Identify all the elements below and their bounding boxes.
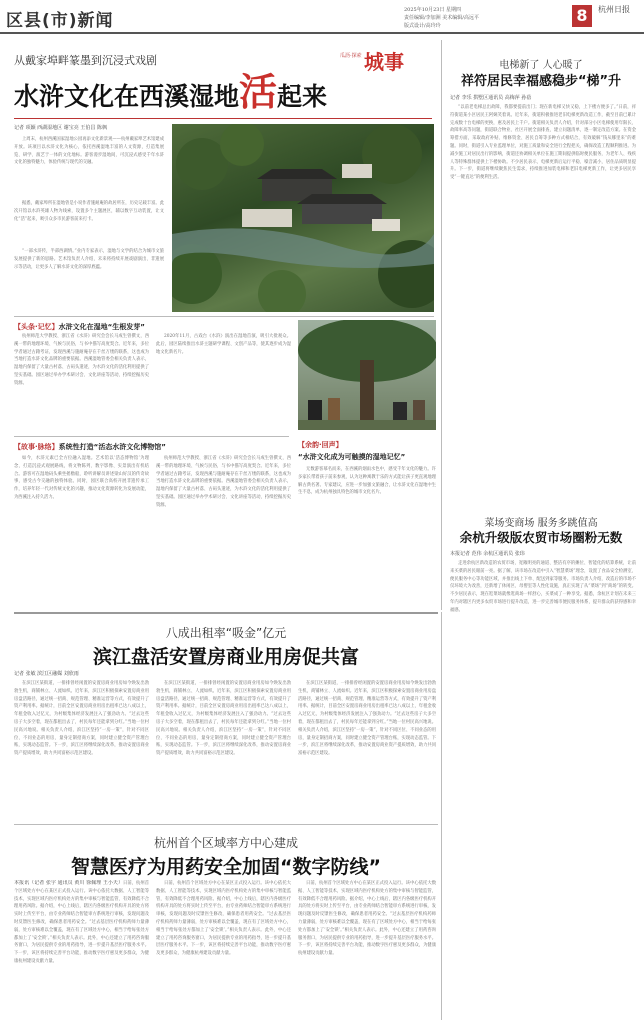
aerial-photo xyxy=(172,124,434,312)
lead-p2: 据悉，戴家埠所在湿地曾是小说作者施耐庵的故居所在，历史记载丰富。此次开馆以水浒英雄人物为线索，设置多个主题展区，辅以数字互动装置，让文化“活”起来，吸引众多市民游客前来打卡。 xyxy=(14,201,164,222)
tree-photo xyxy=(298,320,436,430)
s2-title: 系统性打造“活态水浒文化博物馆” xyxy=(58,443,166,451)
series-logo xyxy=(340,46,420,74)
right2-kicker: 菜场变商场 服务多跳值高 xyxy=(484,518,598,529)
s1-heading xyxy=(14,322,145,332)
lead-byline: 记者 项颖 西湖湿地区 谢宝亮 王伯昌 陈枫 xyxy=(14,125,107,131)
bottom-body-2: 日前，杭州首个区域处方中心在某区正式投入运行。该中心依托大数据、人工智能等技术，实现区域内医疗机构处方的集中审核与智能监管，有效降低不合理用药风险。据介绍，中心上线后，辖区内各级医疗机构开具的处方将实时上传至平台，由专业药师结合智能审方系统进行审核，发现问题及时反馈医生修改，确保患者用药安全。“过去基层医疗机构药师力量薄弱，处方审核难以全覆盖，现在有了区域处方中心，相当于给每张处方都加上了‘安全锁’。”相关负责人表示。此外，中心还建立了用药咨询服务窗口，为居民提供专业的用药指导，进一步提升基层医疗服务水平。下一步，该区将持续完善平台功能，推动数字医疗惠及更多群众，为健康杭州建设贡献力量。 xyxy=(156,881,291,957)
right-body: “以前老电梯总出故障，我都要提前出门；现在新电梯又快又稳，上下楼方便多了。”日前，祥符街道某小区居民王阿姨笑着说。近年来，街道积极推进老旧电梯更新改造工作，截至目前已累计完成数十台电梯的更换，惠及居民上千户。街道相关负责人介绍，针对部分小区电梯使用年限长、故障率高等问题，街道联合物业、社区开展全面排查，建立问题清单，逐一制定改造方案。在资金筹措方面，采取政府补贴、维修资金、居民自筹等多种方式相结合，有效破解“钱从哪里来”的难题。同时，街道引入专业监理单位，对施工质量和安全进行全程把关，确保改造工程顺利推进。为减少施工对居民出行的影响，街道还协调相关单位在施工期间提供临时便民服务，为老年人、残疾人等特殊群体提供上下楼协助。不少居民表示，电梯更新后运行平稳、噪音减小，居住品质明显提升。下一步，街道将继续聚焦民生需求，持续推进加装电梯和老旧电梯更新工作，让更多居民享受“一键直达”的便利生活。 xyxy=(450,105,636,181)
series-small: 瓜沥·探索 xyxy=(340,53,362,59)
right-kicker: 电梯新了 人心暖了 xyxy=(499,60,583,71)
bottom-title: 智慧医疗为用药安全加固“数字防线” xyxy=(71,856,381,878)
section-title: 区县(市)新闻 xyxy=(6,11,114,31)
s3-tag: 【余韵·回声】 xyxy=(298,441,343,449)
lead-title xyxy=(14,69,328,115)
s2-heading xyxy=(14,442,166,452)
s2-tag: 【故事·脉络】 xyxy=(14,443,59,451)
mid-body-1: 在滨江区某街道，一排排曾经闲置的安置房商业用房如今焕发出勃勃生机，商铺林立、人流如织。近年来，滨江区积极探索安置房商业用房盘活路径，通过统一招商、规范管理、精准运营等方式，有效提升了资产利用率。据统计，目前全区安置房商业用房出租率已达八成以上，年租金收入过亿元，为村级集体经济发展注入了强劲动力。“过去这些房子大多空着，现在都租出去了，村民每年还能拿到分红。”当地一位村民高兴地说。相关负责人介绍，滨江区坚持“一房一策”，针对不同区位、不同业态的用房，量身定制招商方案，同时建立健全资产管理台账，实现动态监管。下一步，滨江区将继续深化改革，推动安置房商业资产提质增效，助力共同富裕示范区建设。 xyxy=(14,681,149,757)
proof: 版式设计/高玲玲 xyxy=(404,23,441,29)
mid-body-3: 在滨江区某街道，一排排曾经闲置的安置房商业用房如今焕发出勃勃生机，商铺林立、人流如织。近年来，滨江区积极探索安置房商业用房盘活路径，通过统一招商、规范管理、精准运营等方式，有效提升了资产利用率。据统计，目前全区安置房商业用房出租率已达八成以上，年租金收入过亿元，为村级集体经济发展注入了强劲动力。“过去这些房子大多空着，现在都租出去了，村民每年还能拿到分红。”当地一位村民高兴地说。相关负责人介绍，滨江区坚持“一房一策”，针对不同区位、不同业态的用房，量身定制招商方案，同时建立健全资产管理台账，实现动态监管。下一步，滨江区将继续深化改革，推动安置房商业资产提质增效，助力共同富裕示范区建设。 xyxy=(298,681,436,757)
lead-kicker: 从戴家埠畔篆墨到沉浸式戏剧 xyxy=(14,54,157,67)
tree-photo-art xyxy=(298,320,436,430)
lead-p3: “一部水浒传，半部西湖情。”业内专家表示，湿地与文学的结合为城市文旅发展提供了新的思路。艺术馆负责人介绍，未来将持续开展戏剧演出、非遗展示等活动，让更多人了解水浒文化的深厚底蕴。 xyxy=(14,249,164,270)
lead-title-a: 水浒文化在西溪湿地 xyxy=(14,82,240,111)
bottom-text-1: 日前，杭州首个区域处方中心在某区正式投入运行。该中心依托大数据、人工智能等技术，实现区域内医疗机构处方的集中审核与智能监管，有效降低不合理用药风险。据介绍，中心上线后，辖区内各级医疗机构开具的处方将实时上传至平台，由专业药师结合智能审方系统进行审核，发现问题及时反馈医生修改，确保患者用药安全。“过去基层医疗机构药师力量薄弱，处方审核难以全覆盖，现在有了区域处方中心，相当于给每张处方都加上了‘安全锁’。”相关负责人表示。此外，中心还建立了用药咨询服务窗口，为居民提供专业的用药指导，进一步提升基层医疗服务水平。下一步，该区将持续完善平台功能，推动数字医疗惠及更多群众，为健康杭州建设贡献力量。 xyxy=(14,881,149,964)
page-number: 8 xyxy=(572,5,592,27)
bottom-body-1 xyxy=(14,880,149,1018)
s2-body: 如今，水浒元素已全方位融入湿地。艺术馆以‘活态博物馆’为理念，打造沉浸式观展路线，将文物陈列、数字影像、实景演出有机结合。游客可在湿地码头乘坐摇橹船，聆听讲解员讲述梁山好汉的传奇故事，感受古今交融的独特体验。同时，园区联合高校开展非遗传承工作，培养年轻一代对传统文化的兴趣，推动文化资源转化为发展动能，为西溪注入持久活力。 xyxy=(14,456,149,500)
mid-body-2: 在滨江区某街道，一排排曾经闲置的安置房商业用房如今焕发出勃勃生机，商铺林立、人流如织。近年来，滨江区积极探索安置房商业用房盘活路径，通过统一招商、规范管理、精准运营等方式，有效提升了资产利用率。据统计，目前全区安置房商业用房出租率已达八成以上，年租金收入过亿元，为村级集体经济发展注入了强劲动力。“过去这些房子大多空着，现在都租出去了，村民每年还能拿到分红。”当地一位村民高兴地说。相关负责人介绍，滨江区坚持“一房一策”，针对不同区位、不同业态的用房，量身定制招商方案，同时建立健全资产管理台账，实现动态监管。下一步，滨江区将继续深化改革，推动安置房商业资产提质增效，助力共同富裕示范区建设。 xyxy=(156,681,291,757)
s1-tag: 【头条·记忆】 xyxy=(14,323,59,331)
s1-title: 水浒文化在湿地“生根发芽” xyxy=(58,323,145,331)
date-block xyxy=(404,6,574,30)
right2-body: 走进余杭区新改造的农贸市场，宽敞明亮的通道、整洁有序的摊位、智能化的结算系统，让前来买菜的居民眼前一亮。据了解，该市场在改造中引入“智慧菜场”理念，设置了食品安全检测室、便民服务中心等功能区域，并推出线上下单、配送到家等服务。市场负责人介绍，改造后的市场不仅环境大为改善，还新增了休闲区、母婴室等人性化设施，真正实现了从“菜场”到“商场”的转变。不少居民表示，现在逛菜场就像逛商场一样舒心，买菜成了一种享受。据悉，余杭区计划在未来三年内对辖区内更多农贸市场进行提升改造，进一步完善城市便民服务体系，提升群众的获得感和幸福感。 xyxy=(450,561,636,613)
right-byline: 记者 李乐 拱墅区通讯员 高梅萍 孙蓓 xyxy=(450,95,532,101)
s3-body: 无数游客慕名而来，在西溪的烟雨水色中，感受千年文化的魅力。许多家长带着孩子前来参观，认为这种寓教于乐的方式能让孩子更直观地理解古典名著。专家建议，应进一步加强文旅融合，让水浒文化在湿地中生生不息，成为杭州独具特色的城市文化名片。 xyxy=(298,467,436,496)
s3-heading xyxy=(298,440,343,450)
s1-body: 杭州师范大学教授、浙江省《水浒》研究会会长马成生曾撰文，西溪一带的地理环境、气候与民俗，与书中描写高度契合。近年来，多位学者通过古籍考证，发现西溪与施耐庵存在千丝万缕的联系，这也成为当地打造水浒文化品牌的重要依据。西溪湿地管委会相关负责人表示，湿地内保留了大量古村落、古码头遗迹，为水浒文化的活化利用提供了坚实基础。园区通过举办学术研讨会、文化讲座等活动，持续挖掘历史资源。 xyxy=(14,334,149,386)
series-title: 城事 xyxy=(364,50,404,74)
mid-title: 滨江盘活安置房商业用房促共富 xyxy=(92,646,359,668)
aerial-photo-art xyxy=(172,124,434,312)
lead-title-huo: 活 xyxy=(239,69,278,114)
mid-kicker: 八成出租率“吸金”亿元 xyxy=(165,626,287,640)
lead-title-b: 起来 xyxy=(277,82,328,111)
s1-body2: 2020年11月，古戏台《水浒》演出在湿地首演，吸引大批观众。此后，园区陆续推出水浒主题研学课程、文创产品等，使其逐步成为湿地文化新名片。 xyxy=(156,334,291,355)
date: 2025年10月23日 星期四 xyxy=(404,7,462,13)
paper-name: 杭州日报 xyxy=(598,5,630,14)
bottom-byline: 本报讯（记者 张宇 通讯员 黄川 徐佩理 王小天） xyxy=(14,880,124,886)
mid-byline: 记者 张敏 滨江区融媒 刘欣雨 xyxy=(14,671,79,677)
right2-byline: 本报记者 范伟 余杭区通讯员 张玮 xyxy=(450,551,525,557)
s2-body-cont: 杭州师范大学教授、浙江省《水浒》研究会会长马成生曾撰文，西溪一带的地理环境、气候与民俗，与书中描写高度契合。近年来，多位学者通过古籍考证，发现西溪与施耐庵存在千丝万缕的联系，这也成为当地打造水浒文化品牌的重要依据。西溪湿地管委会相关负责人表示，湿地内保留了大量古村落、古码头遗迹，为水浒文化的活化利用提供了坚实基础。园区通过举办学术研讨会、文化讲座等活动，持续挖掘历史资源。 xyxy=(156,456,291,508)
right-title: 祥符居民幸福感稳步“梯”升 xyxy=(460,74,622,89)
bottom-kicker: 杭州首个区域率方中心建成 xyxy=(153,836,298,850)
right2-title: 余杭升级版农贸市场圈粉无数 xyxy=(459,530,623,545)
editors: 责任编辑/李加洲 美术编辑/高远平 xyxy=(404,15,479,21)
lead-intro: 上周末，杭州西溪国家湿地公园再添文化新景观——杭州戴家埠艺术馆建成开放。该项目以水浒文化为核心，依托西溪湿地丰富的人文资源，打造集展览、研学、演艺于一体的文化地标。游客漫步湿地间，可沉浸式感受千年水浒文化的独特魅力，体验传统与现代的交融。 xyxy=(14,137,164,166)
s3-title: “水浒文化成为可触摸的湿地记忆” xyxy=(298,453,406,461)
bottom-body-3: 日前，杭州首个区域处方中心在某区正式投入运行。该中心依托大数据、人工智能等技术，实现区域内医疗机构处方的集中审核与智能监管，有效降低不合理用药风险。据介绍，中心上线后，辖区内各级医疗机构开具的处方将实时上传至平台，由专业药师结合智能审方系统进行审核，发现问题及时反馈医生修改，确保患者用药安全。“过去基层医疗机构药师力量薄弱，处方审核难以全覆盖，现在有了区域处方中心，相当于给每张处方都加上了‘安全锁’。”相关负责人表示。此外，中心还建立了用药咨询服务窗口，为居民提供专业的用药指导，进一步提升基层医疗服务水平。下一步，该区将持续完善平台功能，推动数字医疗惠及更多群众，为健康杭州建设贡献力量。 xyxy=(298,881,436,957)
